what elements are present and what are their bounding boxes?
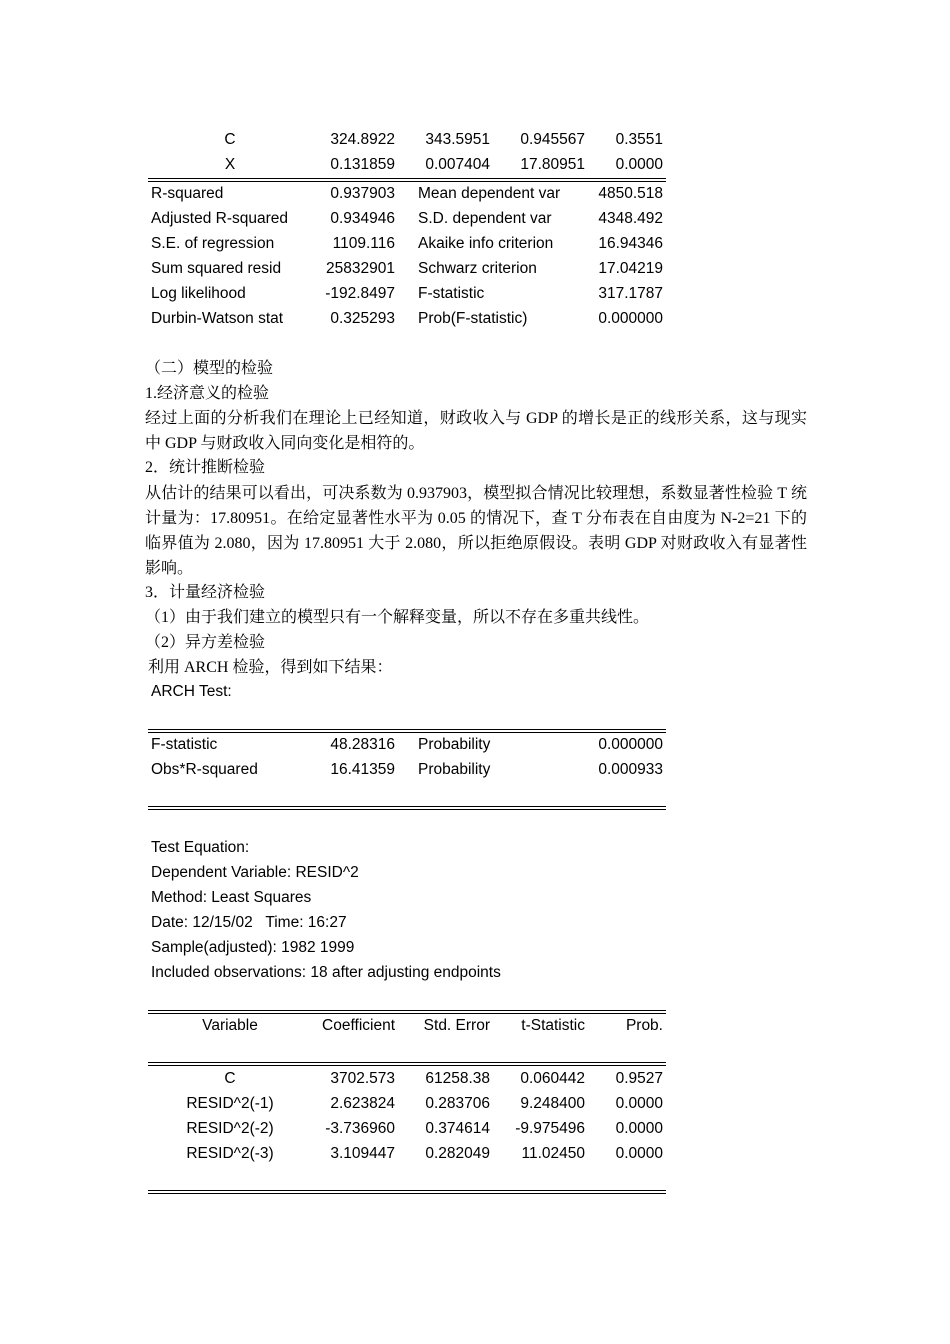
stat-label: Sum squared resid — [151, 260, 282, 277]
paragraph-multicollinearity: （1）由于我们建立的模型只有一个解释变量，所以不存在多重共线性。 — [145, 609, 650, 626]
stat-label: Mean dependent var — [418, 185, 561, 202]
arch-title: ARCH Test: — [151, 683, 232, 700]
info-line: Test Equation: — [151, 839, 250, 856]
reg1-t: 17.80951 — [520, 156, 585, 173]
stat-label: R-squared — [151, 185, 224, 202]
info-line: Date: 12/15/02 Time: 16:27 — [151, 914, 347, 931]
reg2-p: 0.0000 — [615, 1120, 663, 1137]
stat-label: Akaike info criterion — [418, 235, 554, 252]
info-line: Dependent Variable: RESID^2 — [151, 864, 359, 881]
header-variable: Variable — [202, 1017, 258, 1034]
stat-label: Adjusted R-squared — [151, 210, 288, 227]
reg2-p: 0.0000 — [615, 1145, 663, 1162]
paragraph-econ: 经过上面的分析我们在理论上已经知道，财政收入与 GDP 的增长是正的线形关系，这与现实中 GDP 与财政收入同向变化是相符的。 — [145, 410, 807, 452]
stat-value: 0.934946 — [330, 210, 395, 227]
reg2-t: 9.248400 — [520, 1095, 585, 1112]
reg1-coef: 0.131859 — [330, 156, 395, 173]
info-line: Included observations: 18 after adjusting endpoints — [151, 964, 501, 981]
stat-value: 0.000000 — [598, 310, 663, 327]
stat-label: F-statistic — [418, 285, 485, 302]
paragraph-stat: 从估计的结果可以看出，可决系数为 0.937903，模型拟合情况比较理想，系数显著性检验 T 统计量为：17.80951。在给定显著性水平为 0.05 的情况下，查 T 分布表在自由度为 N-2=21 下的临界值为 2.080，因为 17.80951 大于 2.080，所以拒绝原假设。表明 GDP 对财政收入有显著性影响。 — [145, 485, 807, 577]
table-divider — [148, 178, 666, 182]
arch-value: 16.41359 — [330, 761, 395, 778]
stat-value: 17.04219 — [598, 260, 663, 277]
stat-label: Log likelihood — [151, 285, 246, 302]
section-heading: （二）模型的检验 — [145, 360, 274, 377]
subsection-heading: 2．统计推断检验 — [145, 459, 266, 476]
reg2-var: RESID^2(-2) — [186, 1120, 274, 1137]
reg1-p: 0.3551 — [615, 131, 663, 148]
reg1-se: 0.007404 — [425, 156, 490, 173]
stat-value: 1109.116 — [332, 235, 395, 252]
table-divider — [148, 1010, 666, 1014]
reg2-coef: 3702.573 — [330, 1070, 395, 1087]
reg2-t: 11.02450 — [521, 1145, 585, 1162]
header-prob: Prob. — [625, 1017, 663, 1034]
header-std-error: Std. Error — [423, 1017, 490, 1034]
arch-label: Obs*R-squared — [151, 761, 258, 778]
stat-value: 4348.492 — [598, 210, 663, 227]
arch-prob-label: Probability — [418, 736, 491, 753]
stat-value: 4850.518 — [598, 185, 663, 202]
reg2-var: RESID^2(-3) — [186, 1145, 274, 1162]
stat-value: 317.1787 — [598, 285, 663, 302]
reg2-coef: 3.109447 — [330, 1145, 395, 1162]
reg1-se: 343.5951 — [425, 131, 490, 148]
stat-value: 25832901 — [326, 260, 395, 277]
table-divider — [148, 1062, 666, 1066]
header-coefficient: Coefficient — [322, 1017, 395, 1034]
arch-prob-value: 0.000933 — [598, 761, 663, 778]
reg1-var: X — [224, 156, 236, 173]
stat-value: -192.8497 — [325, 285, 395, 302]
stat-label: Durbin-Watson stat — [151, 310, 284, 327]
reg2-var: RESID^2(-1) — [186, 1095, 274, 1112]
reg2-t: -9.975496 — [515, 1120, 585, 1137]
stat-value: 0.937903 — [330, 185, 395, 202]
info-line: Sample(adjusted): 1982 1999 — [151, 939, 355, 956]
stat-label: S.E. of regression — [151, 235, 275, 252]
header-t-statistic: t-Statistic — [521, 1017, 585, 1034]
reg1-t: 0.945567 — [520, 131, 585, 148]
reg2-coef: -3.736960 — [325, 1120, 395, 1137]
arch-prob-label: Probability — [418, 761, 491, 778]
stat-label: Schwarz criterion — [418, 260, 537, 277]
subsection-heading: （2）异方差检验 — [145, 634, 266, 651]
subsection-heading: 1.经济意义的检验 — [145, 385, 270, 402]
table-divider — [148, 729, 666, 733]
reg2-t: 0.060442 — [520, 1070, 585, 1087]
reg2-se: 0.374614 — [425, 1120, 490, 1137]
paragraph-arch: 利用 ARCH 检验，得到如下结果： — [148, 659, 393, 676]
table-divider — [148, 806, 666, 810]
stat-value: 16.94346 — [598, 235, 663, 252]
stat-value: 0.325293 — [330, 310, 395, 327]
reg1-p: 0.0000 — [615, 156, 663, 173]
info-line: Method: Least Squares — [151, 889, 312, 906]
arch-label: F-statistic — [151, 736, 218, 753]
stat-label: Prob(F-statistic) — [418, 310, 528, 327]
reg1-var: C — [224, 131, 236, 148]
subsection-heading: 3．计量经济检验 — [145, 584, 266, 601]
reg2-p: 0.0000 — [615, 1095, 663, 1112]
arch-value: 48.28316 — [330, 736, 395, 753]
stat-label: S.D. dependent var — [418, 210, 552, 227]
reg2-var: C — [224, 1070, 236, 1087]
reg2-p: 0.9527 — [615, 1070, 663, 1087]
arch-prob-value: 0.000000 — [598, 736, 663, 753]
reg2-se: 0.283706 — [425, 1095, 490, 1112]
reg2-coef: 2.623824 — [330, 1095, 395, 1112]
reg2-se: 61258.38 — [425, 1070, 490, 1087]
table-divider — [148, 1190, 666, 1194]
reg2-se: 0.282049 — [425, 1145, 490, 1162]
reg1-coef: 324.8922 — [330, 131, 395, 148]
